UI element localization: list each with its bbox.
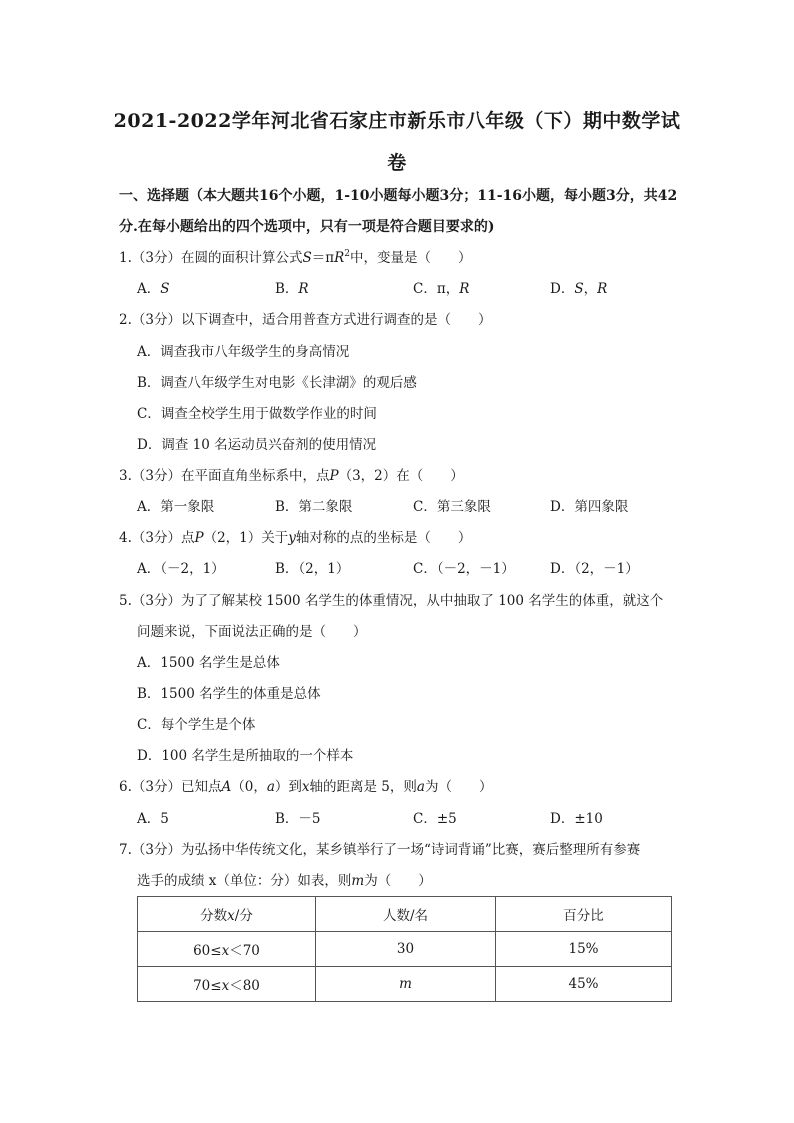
question-6-option-a: A．5 bbox=[137, 811, 169, 827]
question-3-option-a: A．第一象限 bbox=[137, 499, 215, 515]
question-4-option-c: C．（－2，－1） bbox=[413, 561, 515, 577]
score-distribution-table bbox=[137, 896, 672, 1002]
question-6-option-b: B．－5 bbox=[275, 811, 321, 827]
question-6-stem: 6.（3分）已知点A（0，a）到x轴的距离是 5，则a为（ ） bbox=[119, 779, 493, 795]
question-7-stem-line-2: 选手的成绩 x（单位：分）如表，则m为（ ） bbox=[137, 873, 432, 889]
cell-score-range: 70≤x＜80 bbox=[138, 967, 316, 1002]
question-2-option-c: C．调查全校学生用于做数学作业的时间 bbox=[137, 406, 377, 422]
question-3-option-c: C．第三象限 bbox=[413, 499, 491, 515]
cell-score-range: 60≤x＜70 bbox=[138, 932, 316, 967]
question-4-stem: 4.（3分）点P（2，1）关于y轴对称的点的坐标是（ ） bbox=[119, 530, 472, 546]
question-4-option-b: B．（2，1） bbox=[275, 561, 350, 577]
table-header-row bbox=[138, 897, 672, 932]
question-5-option-d: D．100 名学生是所抽取的一个样本 bbox=[137, 748, 354, 764]
table-row bbox=[138, 932, 672, 967]
question-2-option-d: D．调查 10 名运动员兴奋剂的使用情况 bbox=[137, 437, 377, 453]
cell-percent: 45% bbox=[496, 967, 672, 1002]
cell-count: 30 bbox=[316, 932, 496, 967]
exam-title-line-2: 卷 bbox=[387, 152, 407, 174]
question-3-stem: 3.（3分）在平面直角坐标系中，点P（3，2）在（ ） bbox=[119, 468, 464, 484]
question-1-stem: 1.（3分）在圆的面积计算公式$S=\pi R^2$中，变量是（ ） bbox=[119, 249, 472, 266]
question-1-option-b: B．R bbox=[275, 281, 309, 297]
question-1-option-d: D．S，R bbox=[550, 281, 608, 297]
question-4-option-d: D．（2，－1） bbox=[550, 561, 639, 577]
question-1-option-c: C．π，R bbox=[413, 281, 470, 297]
question-3-option-b: B．第二象限 bbox=[275, 499, 353, 515]
header-count: 人数/名 bbox=[316, 897, 496, 932]
question-5-stem-line-1: 5.（3分）为了了解某校 1500 名学生的体重情况，从中抽取了 100 名学生的体重，就这个 bbox=[119, 593, 664, 609]
section-heading-line-1: 一、选择题（本大题共16个小题，1-10小题每小题3分；11-16小题，每小题3分，共42 bbox=[119, 188, 678, 204]
exam-title-line-1: 2021-2022学年河北省石家庄市新乐市八年级（下）期中数学试 bbox=[113, 110, 681, 132]
question-5-option-c: C．每个学生是个体 bbox=[137, 717, 256, 733]
question-1-option-a: A．S bbox=[137, 281, 170, 297]
question-5-stem-line-2: 问题来说，下面说法正确的是（ ） bbox=[137, 624, 367, 640]
question-4-option-a: A．（－2，1） bbox=[137, 561, 225, 577]
section-heading-line-2: 分.在每小题给出的四个选项中，只有一项是符合题目要求的) bbox=[119, 219, 495, 235]
header-percent: 百分比 bbox=[496, 897, 672, 932]
question-4-options bbox=[137, 559, 697, 579]
question-2-option-a: A．调查我市八年级学生的身高情况 bbox=[137, 344, 350, 360]
table-row bbox=[138, 967, 672, 1002]
header-score: 分数x/分 bbox=[138, 897, 316, 932]
question-6-option-c: C．±5 bbox=[413, 811, 457, 827]
section-heading bbox=[119, 181, 694, 243]
question-2-option-b: B．调查八年级学生对电影《长津湖》的观后感 bbox=[137, 375, 417, 391]
question-3-options bbox=[137, 497, 697, 517]
cell-percent: 15% bbox=[496, 932, 672, 967]
question-6-option-d: D．±10 bbox=[550, 811, 603, 827]
cell-count: m bbox=[316, 967, 496, 1002]
question-5-option-b: B．1500 名学生的体重是总体 bbox=[137, 686, 321, 702]
question-3-option-d: D．第四象限 bbox=[550, 499, 629, 515]
question-7-stem-line-1: 7.（3分）为弘扬中华传统文化，某乡镇举行了一场“诗词背诵”比赛，赛后整理所有参赛 bbox=[119, 842, 641, 858]
question-2-stem: 2.（3分）以下调查中，适合用普查方式进行调查的是（ ） bbox=[119, 312, 492, 328]
question-1-options bbox=[137, 279, 697, 299]
question-5-option-a: A．1500 名学生是总体 bbox=[137, 655, 280, 671]
question-6-options bbox=[137, 809, 697, 829]
